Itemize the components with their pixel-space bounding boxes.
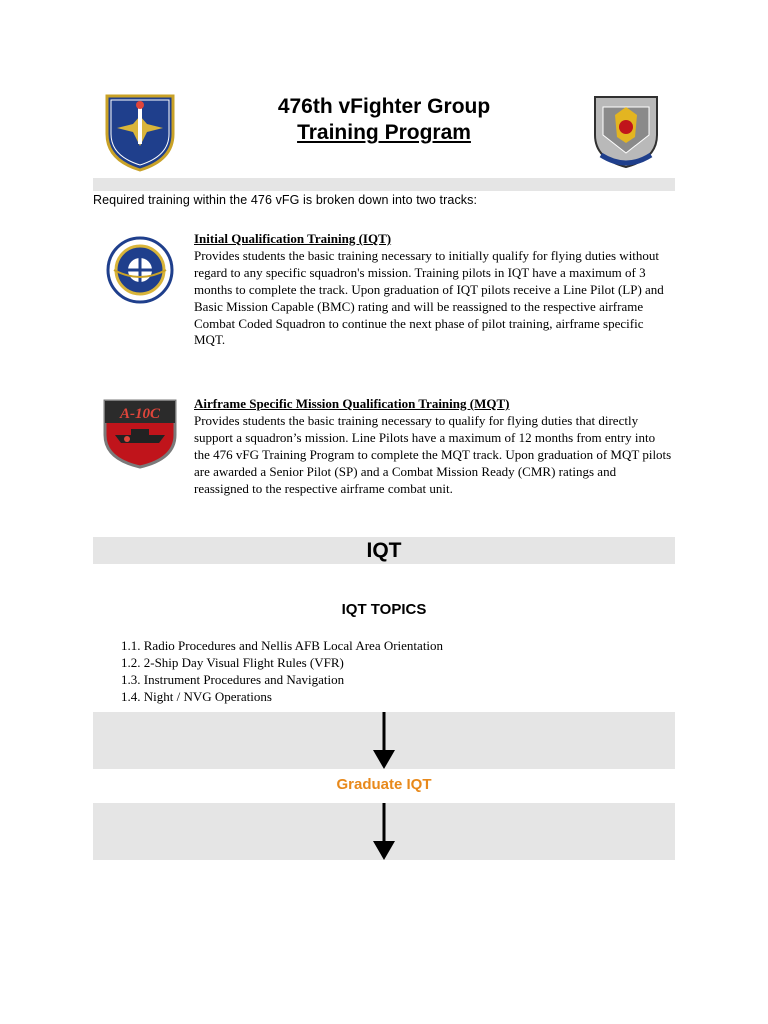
intro-text: Required training within the 476 vFG is broken down into two tracks: (93, 193, 478, 207)
flow-arrow-down-icon (372, 712, 396, 770)
flow-arrow-down-icon (372, 803, 396, 861)
track-mqt-title: Airframe Specific Mission Qualification Training (MQT) (194, 396, 510, 411)
page-title: 476th vFighter Group (277, 95, 491, 118)
svg-text:A-10C: A-10C (119, 406, 161, 422)
iqt-topics-list (121, 637, 443, 705)
graduate-iqt-label: Graduate IQT (336, 776, 432, 793)
topic-item: 1.3. Instrument Procedures and Navigation (121, 672, 345, 687)
aetc-shield-emblem (103, 90, 177, 172)
iqt-topics-heading: IQT TOPICS (341, 601, 427, 618)
track-iqt (194, 231, 674, 349)
header-divider-bar (93, 178, 675, 191)
track-iqt-title: Initial Qualification Training (IQT) (194, 231, 392, 246)
track-mqt-description: Provides students the basic training necessary to qualify for flying duties that directly support a squadron’s mission. Line Pilots have a maximum of 12 months from entry into the 476 vFG Training Program to complete the MQT track. Upon graduation of MQT pilots are awarded a Senior Pilot (SP) and a Combat Mission Ready (CMR) ratings and reassigned to the respective airframe combat unit. (194, 412, 672, 496)
topic-item: 1.2. 2-Ship Day Visual Flight Rules (VFR) (121, 655, 344, 670)
476th-vfg-shield-emblem (591, 93, 661, 169)
track-iqt-description: Provides students the basic training necessary to initially qualify for flying duties without regard to any specific squadron's mission. Training pilots in IQT have a maximum of 3 months to complete the track. Upon graduation of IQT pilots receive a Line Pilot (LP) and Basic Mission Capable (BMC) rating and will be reassigned to the respective airframe Combat Coded Squadron to continue the next phase of pilot training, airframe specific MQT. (194, 247, 664, 348)
topic-item: 1.4. Night / NVG Operations (121, 689, 272, 704)
iqt-section-heading: IQT (366, 539, 402, 562)
a10c-mqt-patch-emblem (101, 395, 179, 469)
topic-item: 1.1. Radio Procedures and Nellis AFB Local Area Orientation (121, 638, 444, 653)
iqt-patch-emblem (106, 236, 174, 304)
track-mqt (194, 396, 674, 497)
page-subtitle: Training Program (297, 121, 471, 144)
